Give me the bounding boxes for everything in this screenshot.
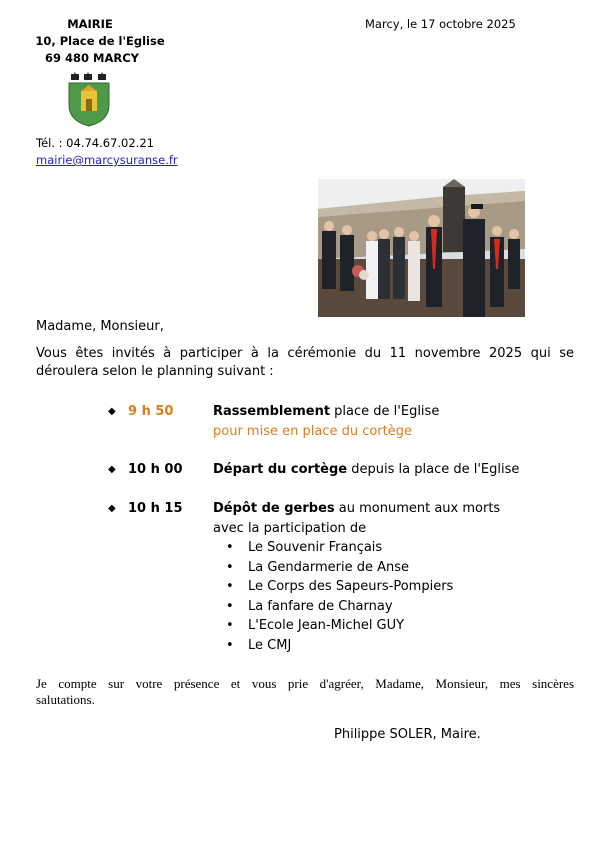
schedule-note: avec la participation de <box>213 521 367 536</box>
office-street: 10, Place de l'Eglise <box>35 34 165 48</box>
intro-line-1: Vous êtes invités à participer à la cérémonie du 11 novembre 2025 qui se <box>36 346 574 361</box>
town-crest <box>66 69 112 127</box>
schedule-title: Départ du cortège <box>213 462 348 477</box>
letter-date: Marcy, le 17 octobre 2025 <box>365 17 516 31</box>
closing-line-2: salutations. <box>36 692 95 707</box>
schedule-description <box>213 501 500 516</box>
intro-line-2: déroulera selon le planning suivant : <box>36 364 274 379</box>
schedule-detail: place de l'Eglise <box>330 404 440 419</box>
schedule-bullet-icon: ◆ <box>108 464 116 475</box>
schedule-time: 9 h 50 <box>128 404 174 419</box>
schedule-bullet-icon: ◆ <box>108 503 116 514</box>
schedule-description <box>213 462 519 477</box>
mayor-office-title: MAIRIE <box>67 17 113 31</box>
schedule-detail: depuis la place de l'Eglise <box>347 462 520 477</box>
ceremony-photo <box>318 179 525 317</box>
closing-line-1: Je compte sur votre présence et vous prie d'agréer, Madame, Monsieur, mes sincères <box>36 676 574 691</box>
greeting: Madame, Monsieur, <box>36 319 164 334</box>
signature: Philippe SOLER, Maire. <box>334 727 481 742</box>
participant-item: • La fanfare de Charnay <box>230 599 393 614</box>
schedule-bullet-icon: ◆ <box>108 406 116 417</box>
office-city: 69 480 MARCY <box>45 51 139 65</box>
participant-item: • L'Ecole Jean-Michel GUY <box>230 618 404 633</box>
participant-item: • Le CMJ <box>230 638 291 653</box>
participant-item: • La Gendarmerie de Anse <box>230 560 409 575</box>
schedule-time: 10 h 15 <box>128 501 183 516</box>
schedule-title: Dépôt de gerbes <box>213 501 335 516</box>
participant-item: • Le Souvenir Français <box>230 540 382 555</box>
schedule-time: 10 h 00 <box>128 462 183 477</box>
participant-item: • Le Corps des Sapeurs-Pompiers <box>230 579 453 594</box>
schedule-title: Rassemblement <box>213 404 331 419</box>
email-link[interactable]: mairie@marcysuranse.fr <box>36 153 178 167</box>
schedule-description <box>213 404 439 419</box>
phone-number: Tél. : 04.74.67.02.21 <box>36 136 154 150</box>
schedule-note: pour mise en place du cortège <box>213 424 412 439</box>
schedule-detail: au monument aux morts <box>334 501 501 516</box>
